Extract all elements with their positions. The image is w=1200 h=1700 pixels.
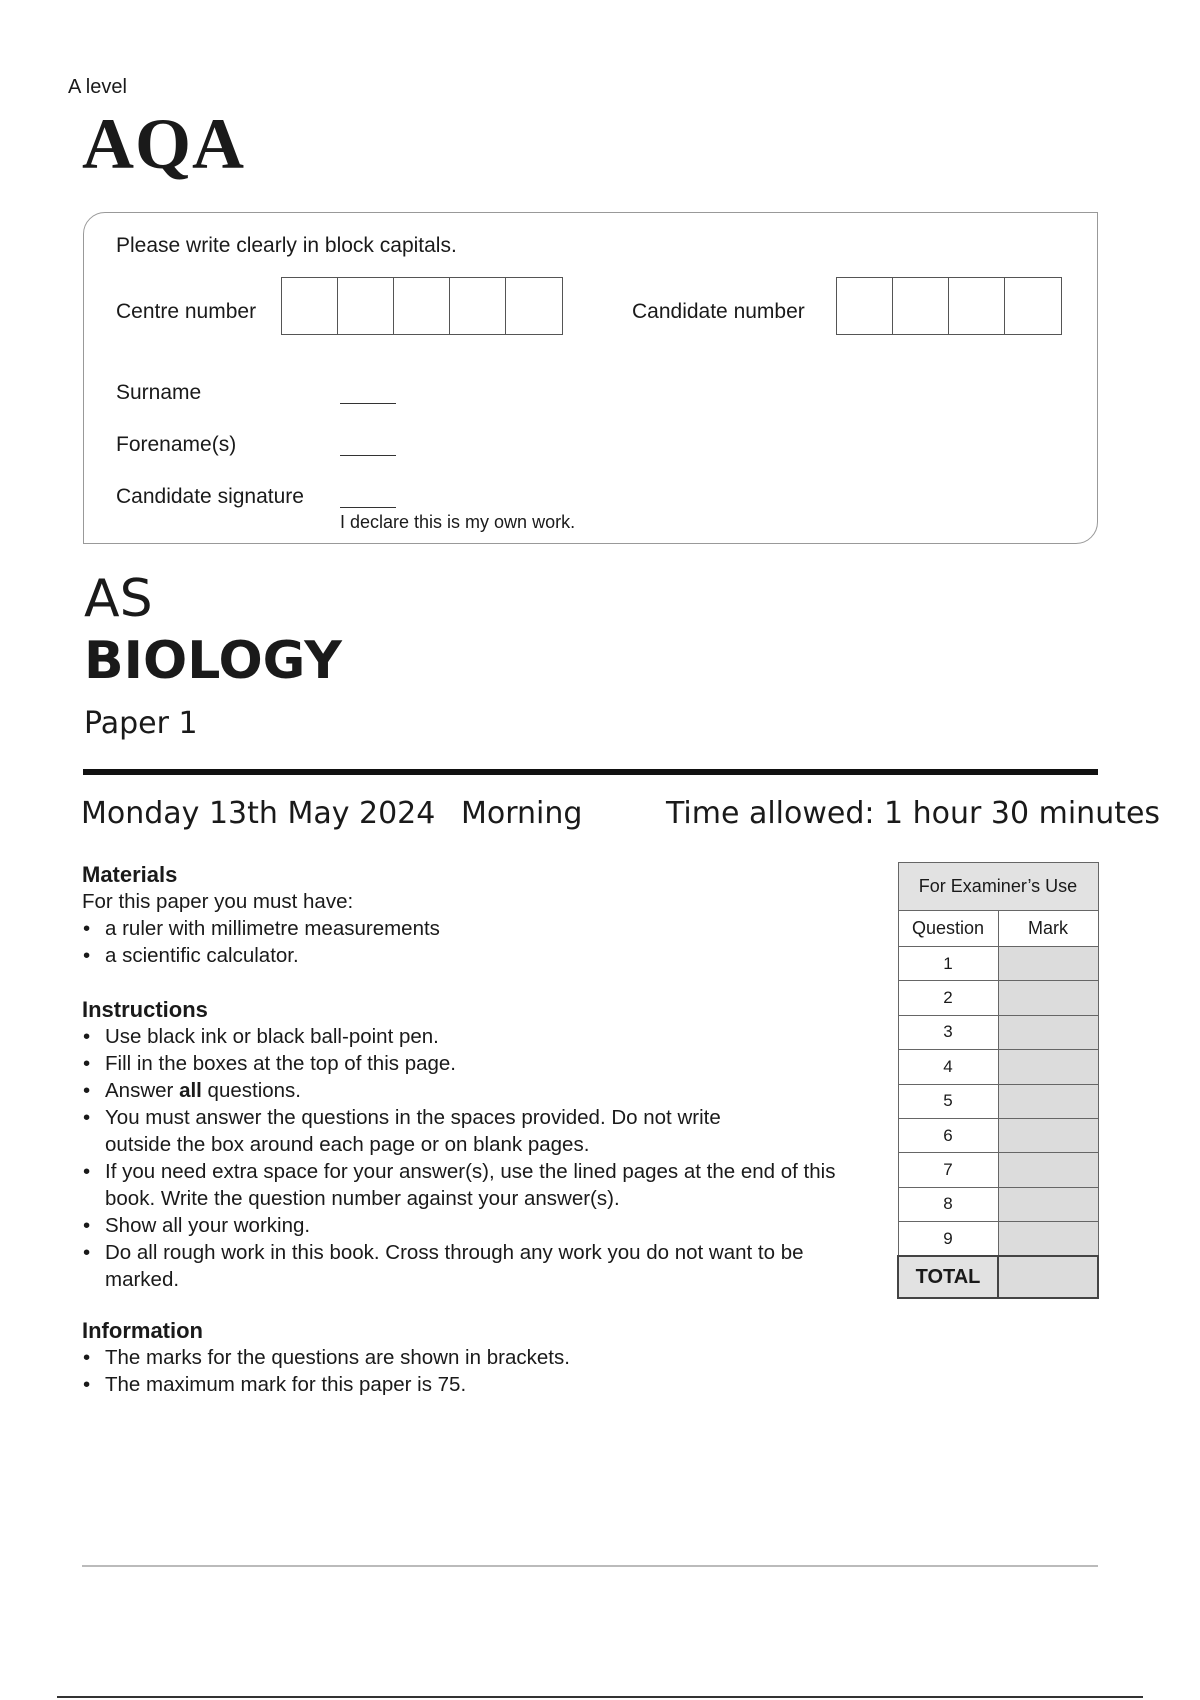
total-mark-cell bbox=[998, 1256, 1098, 1298]
candidate-number-label: Candidate number bbox=[632, 300, 805, 323]
question-number: 6 bbox=[898, 1118, 998, 1152]
time-allowed: Time allowed: 1 hour 30 minutes bbox=[666, 796, 1161, 831]
materials-intro: For this paper you must have: bbox=[82, 890, 354, 913]
table-row bbox=[898, 1222, 1098, 1256]
answer-all-emphasis: all bbox=[179, 1079, 202, 1102]
question-number: 1 bbox=[898, 947, 998, 981]
total-row bbox=[898, 1256, 1098, 1298]
mark-column-header: Mark bbox=[998, 911, 1098, 947]
list-item bbox=[82, 1077, 882, 1104]
centre-number-digit-box[interactable] bbox=[282, 278, 338, 334]
examiner-use-table bbox=[897, 862, 1099, 1299]
table-row bbox=[898, 1084, 1098, 1118]
table-row bbox=[898, 1187, 1098, 1221]
centre-number-grid[interactable] bbox=[281, 277, 563, 335]
table-row bbox=[898, 947, 1098, 981]
list-item: • Use black ink or black ball-point pen. bbox=[82, 1023, 882, 1050]
declaration-text: I declare this is my own work. bbox=[340, 512, 576, 532]
table-row bbox=[898, 981, 1098, 1015]
materials-heading: Materials bbox=[82, 862, 178, 887]
table-row bbox=[898, 1050, 1098, 1084]
mark-cell bbox=[998, 1153, 1098, 1187]
centre-number-digit-box[interactable] bbox=[506, 278, 562, 334]
surname-field[interactable] bbox=[340, 402, 396, 404]
list-item: • a ruler with millimetre measurements bbox=[82, 915, 882, 942]
mark-cell bbox=[998, 1015, 1098, 1049]
surname-label: Surname bbox=[116, 381, 202, 404]
signature-field[interactable] bbox=[340, 506, 396, 508]
list-item: • a scientific calculator. bbox=[82, 942, 882, 969]
list-item: • The maximum mark for this paper is 75. bbox=[82, 1371, 882, 1398]
question-number: 4 bbox=[898, 1050, 998, 1084]
exam-date: Monday 13th May 2024 bbox=[81, 796, 436, 831]
answer-all-prefix: Answer bbox=[105, 1079, 180, 1102]
instructions-section bbox=[82, 996, 882, 1293]
candidate-number-digit-box[interactable] bbox=[1005, 278, 1061, 334]
question-number: 3 bbox=[898, 1015, 998, 1049]
subject-level: AS bbox=[84, 569, 153, 629]
question-number: 9 bbox=[898, 1222, 998, 1256]
forenames-field[interactable] bbox=[340, 454, 396, 456]
block-capitals-instruction: Please write clearly in block capitals. bbox=[116, 234, 457, 257]
centre-number-digit-box[interactable] bbox=[394, 278, 450, 334]
candidate-number-digit-box[interactable] bbox=[949, 278, 1005, 334]
centre-number-digit-box[interactable] bbox=[338, 278, 394, 334]
candidate-number-grid[interactable] bbox=[836, 277, 1062, 335]
mark-cell bbox=[998, 1050, 1098, 1084]
aqa-logo: AQA bbox=[82, 104, 245, 184]
question-number: 7 bbox=[898, 1153, 998, 1187]
forenames-label: Forename(s) bbox=[116, 433, 237, 456]
exam-session: Morning bbox=[461, 796, 583, 831]
table-row bbox=[898, 1153, 1098, 1187]
table-row bbox=[898, 1015, 1098, 1049]
list-item: • Fill in the boxes at the top of this page. bbox=[82, 1050, 882, 1077]
information-section bbox=[82, 1317, 882, 1398]
list-item: • The marks for the questions are shown in brackets. bbox=[82, 1344, 882, 1371]
paper-number: Paper 1 bbox=[84, 706, 198, 741]
candidate-number-digit-box[interactable] bbox=[893, 278, 949, 334]
list-item: • Do all rough work in this book. Cross through any work you do not want to be marked. bbox=[82, 1239, 835, 1293]
centre-number-label: Centre number bbox=[116, 300, 257, 323]
examiner-table-title: For Examiner’s Use bbox=[898, 863, 1098, 911]
list-item: • Show all your working. bbox=[82, 1212, 882, 1239]
mark-cell bbox=[998, 1118, 1098, 1152]
information-heading: Information bbox=[82, 1318, 203, 1343]
question-column-header: Question bbox=[898, 911, 998, 947]
title-divider bbox=[83, 769, 1098, 775]
mark-cell bbox=[998, 1187, 1098, 1221]
instructions-heading: Instructions bbox=[82, 997, 208, 1022]
mark-cell bbox=[998, 981, 1098, 1015]
question-number: 2 bbox=[898, 981, 998, 1015]
answer-all-suffix: questions. bbox=[201, 1079, 302, 1102]
table-row bbox=[898, 1118, 1098, 1152]
total-label: TOTAL bbox=[898, 1256, 998, 1298]
centre-number-digit-box[interactable] bbox=[450, 278, 506, 334]
list-item: • You must answer the questions in the spaces provided. Do not write outside the box around each page or on blank pages. bbox=[82, 1104, 785, 1158]
question-number: 8 bbox=[898, 1187, 998, 1221]
mark-cell bbox=[998, 1222, 1098, 1256]
signature-label: Candidate signature bbox=[116, 485, 304, 508]
mark-cell bbox=[998, 947, 1098, 981]
qualification-level: A level bbox=[68, 76, 127, 98]
footer-divider bbox=[82, 1565, 1098, 1567]
mark-cell bbox=[998, 1084, 1098, 1118]
materials-section bbox=[82, 861, 882, 969]
subject-title: BIOLOGY bbox=[84, 631, 342, 691]
candidate-number-digit-box[interactable] bbox=[837, 278, 893, 334]
question-number: 5 bbox=[898, 1084, 998, 1118]
list-item: • If you need extra space for your answer(s), use the lined pages at the end of this book. Write the question number against your answer(s). bbox=[82, 1158, 885, 1212]
page-bottom-rule bbox=[57, 1696, 1143, 1698]
